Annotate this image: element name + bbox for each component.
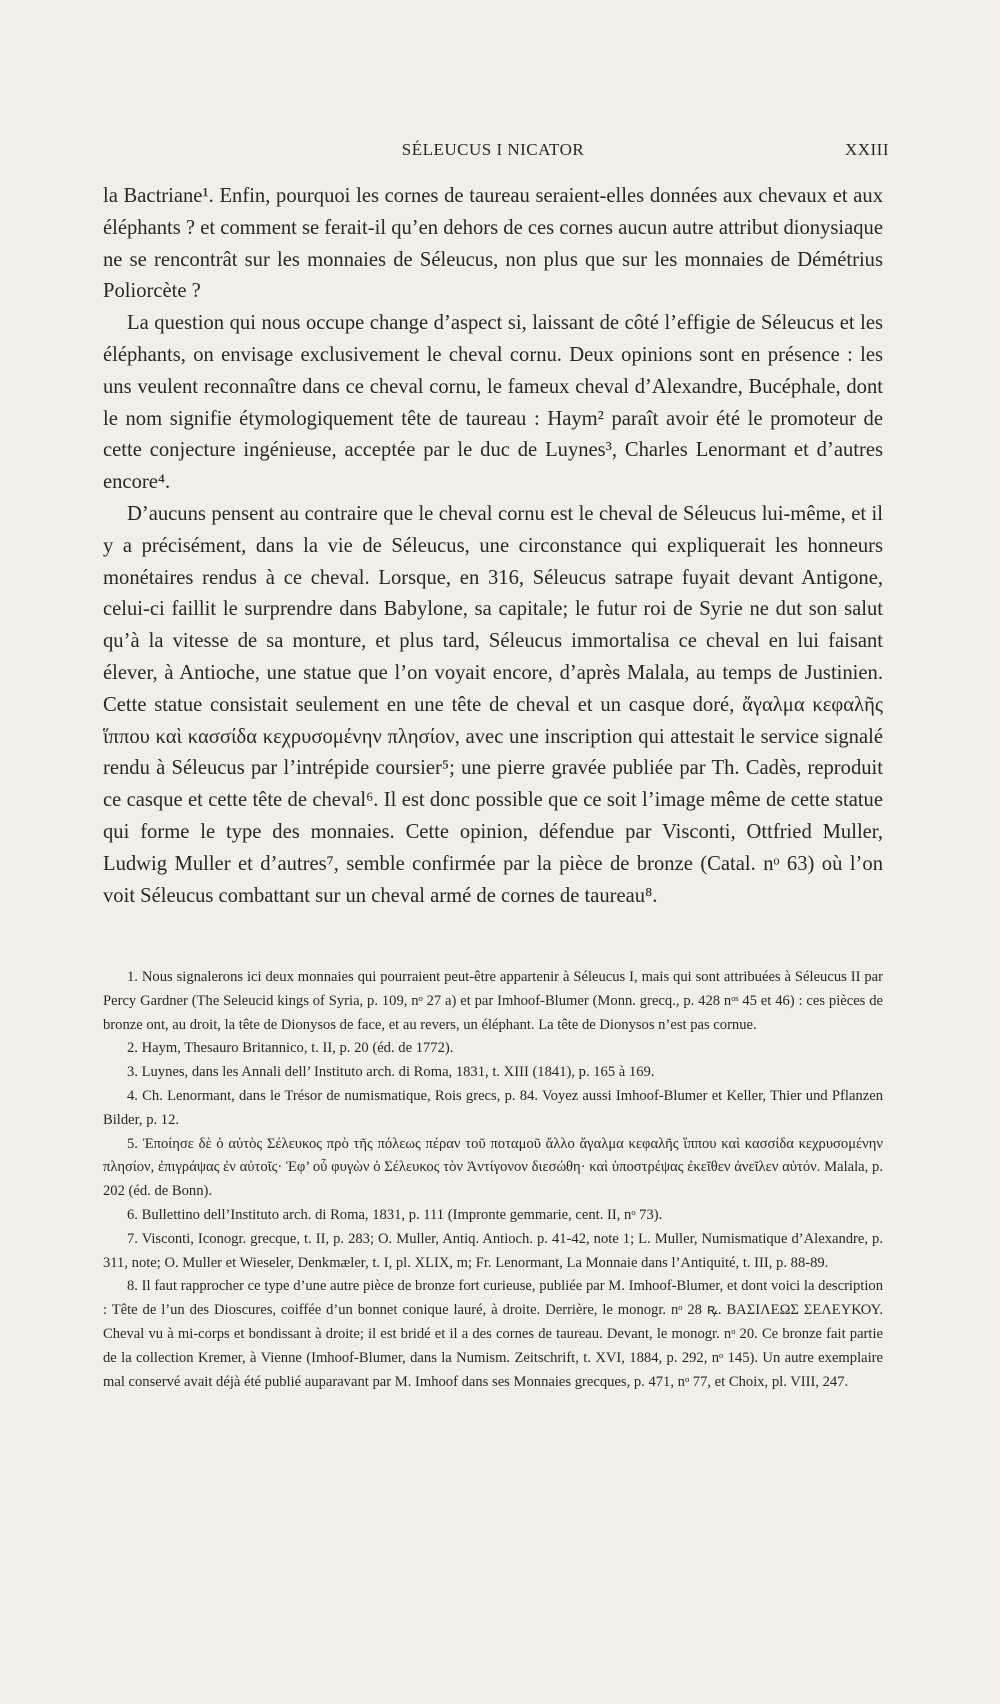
main-text — [103, 181, 883, 912]
footnote: 5. Ἐποίησε δὲ ὁ αὐτὸς Σέλευκος πρὸ τῆς πόλεως πέραν τοῦ ποταμοῦ ἄλλο ἄγαλμα κεφαλῆς ἵππου καὶ κασσίδα κεχρυσομένην πλησίον, ἐπιγράψας ἐν αὐτοῖς· Ἐφ’ οὗ φυγὼν ὁ Σέλευκος τὸν Ἀντίγονον διεσώθη· καὶ ὑποστρέψας ἐκεῖθεν ἀνεῖλεν αὐτόν. Malala, p. 202 (éd. de Bonn). — [103, 1135, 883, 1200]
footnote: 7. Visconti, Iconogr. grecque, t. II, p. 283; O. Muller, Antiq. Antioch. p. 41-42, note 1; L. Muller, Numismatique d’Alexandre, p. 311, note; O. Muller et Wieseler, Denkmæler, t. I, pl. XLIX, m; Fr. Lenormant, La Monnaie dans l’Antiquité, t. III, p. 88-89. — [103, 1230, 883, 1271]
footnote: 4. Ch. Lenormant, dans le Trésor de numismatique, Rois grecs, p. 84. Voyez aussi Imhoof-Blumer et Keller, Thier und Pflanzen Bilder, p. 12. — [103, 1087, 883, 1128]
running-header — [103, 140, 889, 160]
footnote: 1. Nous signalerons ici deux monnaies qui pourraient peut-être appartenir à Séleucus I, mais qui sont attribuées à Séleucus II par Percy Gardner (The Seleucid kings of Syria, p. 109, nᵒ 27 a) et par Imhoof-Blumer (Monn. grecq., p. 428 nᵒˢ 45 et 46) : ces pièces de bronze ont, au droit, la tête de Dionysos de face, et au revers, un éléphant. La tête de Dionysos n’est pas cornue. — [103, 969, 883, 1033]
footnote: 3. Luynes, dans les Annali dell’ Instituto arch. di Roma, 1831, t. XIII (1841), p. 165 à 169. — [127, 1064, 655, 1081]
page-number: XXIII — [844, 140, 889, 159]
footnotes — [103, 966, 883, 1394]
footnote: 6. Bullettino dell’Instituto arch. di Roma, 1831, p. 111 (Impronte gemmarie, cent. II, nᵒ 73). — [127, 1206, 663, 1223]
footnote: 2. Haym, Thesauro Britannico, t. II, p. 20 (éd. de 1772). — [127, 1040, 454, 1057]
paragraph: la Bactriane¹. Enfin, pourquoi les cornes de taureau seraient-elles données aux chevaux et aux éléphants ? et comment se ferait-il qu’en dehors de ces cornes aucun autre attribut dionysiaque ne se rencontrât sur les monnaies de Séleucus, non plus que sur les monnaies de Démétrius Poliorcète ? — [103, 185, 883, 303]
paragraph: D’aucuns pensent au contraire que le cheval cornu est le cheval de Séleucus lui-même, et il y a précisément, dans la vie de Séleucus, une circonstance qui expliquerait les honneurs monétaires rendus à ce cheval. Lorsque, en 316, Séleucus satrape fuyait devant Antigone, celui-ci faillit le surprendre dans Babylone, sa capitale; le futur roi de Syrie ne dut son salut qu’à la vitesse de sa monture, et plus tard, Séleucus immortalisa ce cheval en lui faisant élever, à Antioche, une statue que l’on voyait encore, d’après Malala, au temps de Justinien. Cette statue consistait seulement en une tête de cheval et un casque doré, ἄγαλμα κεφαλῆς ἵππου καὶ κασσίδα κεχρυσομένην πλησίον, avec une inscription qui attestait le service signalé rendu à Séleucus par l’intrépide coursier⁵; une pierre gravée publiée par Th. Cadès, reproduit ce casque et cette tête de cheval⁶. Il est donc possible que ce soit l’image même de cette statue qui forme le type des monnaies. Cette opinion, défendue par Visconti, Ottfried Muller, Ludwig Muller et d’autres⁷, semble confirmée par la pièce de bronze (Catal. nᵒ 63) où l’on voit Séleucus combattant sur un cheval armé de cornes de taureau⁸. — [103, 502, 883, 907]
paragraph: La question qui nous occupe change d’aspect si, laissant de côté l’effigie de Séleucus et les éléphants, on envisage exclusivement le cheval cornu. Deux opinions sont en présence : les uns veulent reconnaître dans ce cheval cornu, le fameux cheval d’Alexandre, Bucéphale, dont le nom signifie étymologiquement tête de taureau : Haym² paraît avoir été le promoteur de cette conjecture ingénieuse, acceptée par le duc de Luynes³, Charles Lenormant et d’autres encore⁴. — [103, 312, 883, 494]
footnote: 8. Il faut rapprocher ce type d’une autre pièce de bronze fort curieuse, publiée par M. Imhoof-Blumer, et dont voici la description : Tête de l’un des Dioscures, coiffée d’un bonnet conique lauré, à droite. Derrière, le monogr. nᵒ 28 ꝶ. ΒΑΣΙΛΕΩΣ ΣΕΛΕΥΚΟΥ. Cheval vu à mi-corps et bondissant à droite; il est bridé et il a des cornes de taureau. Devant, le monogr. nᵒ 20. Ce bronze fait partie de la collection Kremer, à Vienne (Imhoof-Blumer, dans la Numism. Zeitschrift, t. XVI, 1884, p. 292, nᵒ 145). Un autre exemplaire mal conservé avait déjà été publié auparavant par M. Imhoof dans ses Monnaies grecques, p. 471, nᵒ 77, et Choix, pl. VIII, 247. — [103, 1278, 883, 1390]
running-title: SÉLEUCUS I NICATOR — [401, 140, 585, 159]
